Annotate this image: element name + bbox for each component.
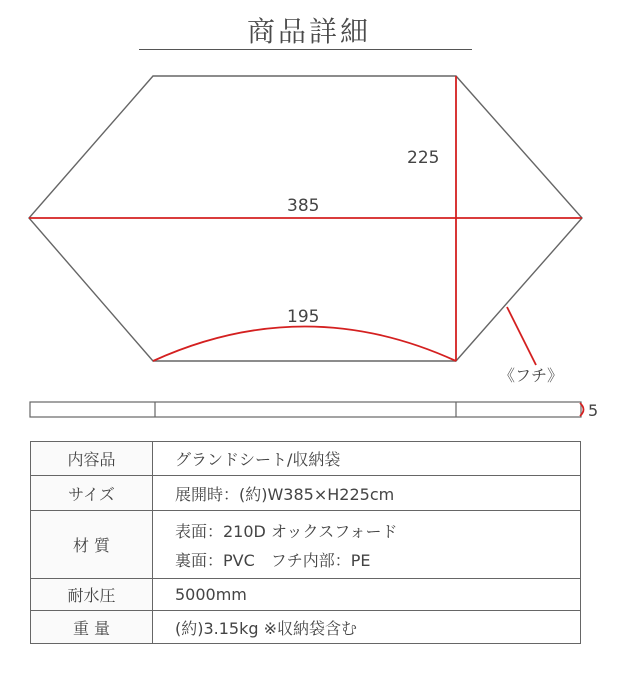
table-row xyxy=(31,442,581,476)
row-value xyxy=(153,511,581,579)
table-row xyxy=(31,579,581,611)
width-label: 385 xyxy=(287,196,320,216)
edge-pointer-line xyxy=(507,307,536,365)
curve-label: 195 xyxy=(287,307,320,327)
row-value: (約)3.15kg ※収納袋含む xyxy=(153,611,581,644)
row-value-line: 表面：210D オックスフォード xyxy=(175,521,398,541)
row-label: 重 量 xyxy=(31,611,153,644)
table-row xyxy=(31,611,581,644)
curve-dimension-arc xyxy=(153,327,456,362)
row-label: サイズ xyxy=(31,476,153,511)
row-value-line: 裏面：PVC フチ内部：PE xyxy=(175,550,371,570)
row-label: 材 質 xyxy=(31,511,153,579)
spec-table xyxy=(30,441,581,644)
row-label: 内容品 xyxy=(31,442,153,476)
edge-label: 《フチ》 xyxy=(499,366,564,385)
page-title: 商品詳細 xyxy=(246,15,371,48)
row-value: グランドシート/収納袋 xyxy=(153,442,581,476)
side-thickness-label: 5 xyxy=(588,401,599,420)
row-label: 耐水圧 xyxy=(31,579,153,611)
height-label: 225 xyxy=(407,148,440,168)
row-value: 展開時：(約)W385×H225cm xyxy=(153,476,581,511)
table-row xyxy=(31,511,581,579)
table-row xyxy=(31,476,581,511)
side-profile-strip xyxy=(30,402,581,417)
row-value: 5000mm xyxy=(153,579,581,611)
